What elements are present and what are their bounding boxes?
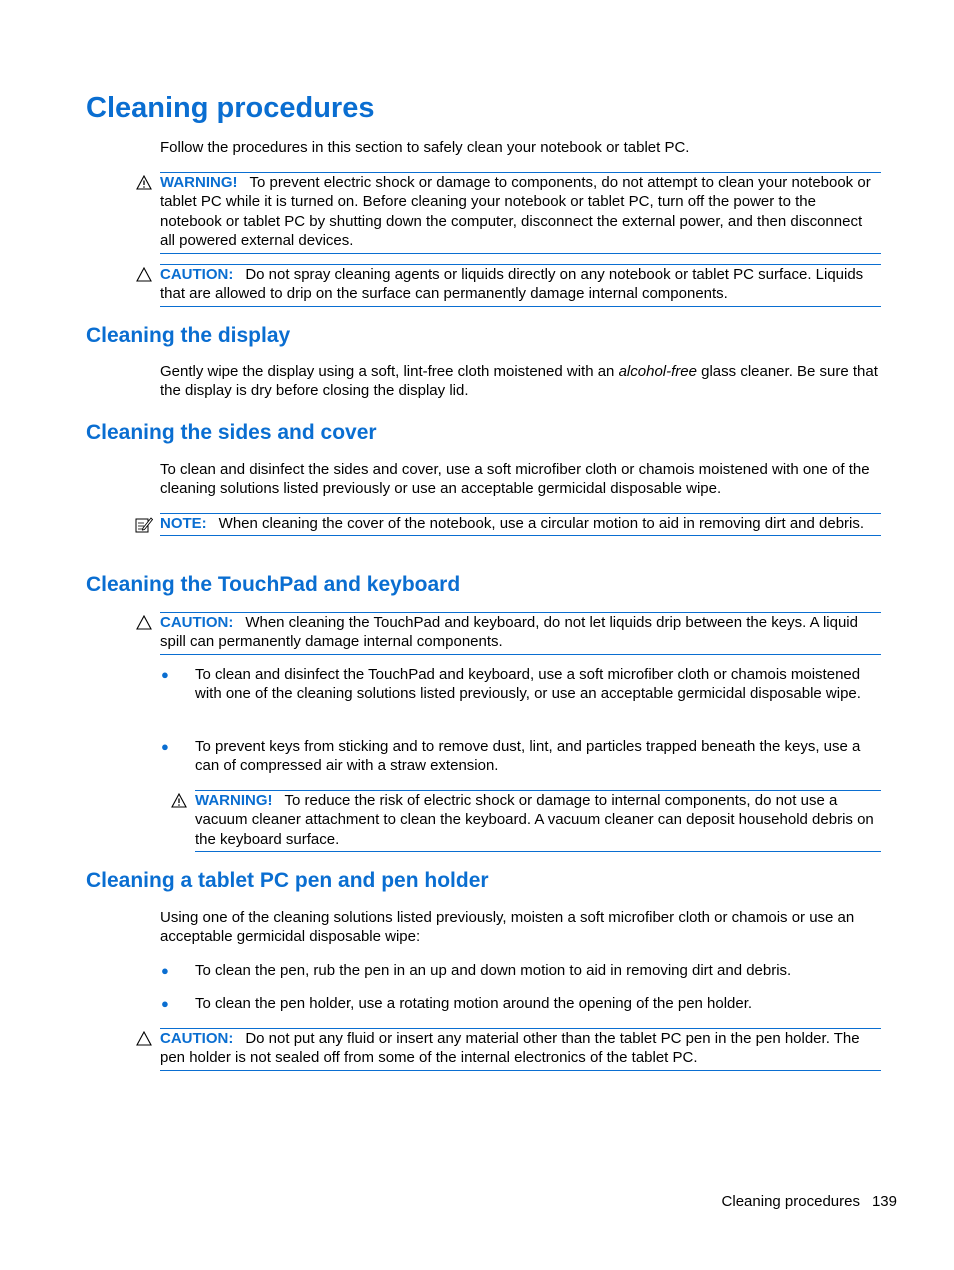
caution-text: When cleaning the TouchPad and keyboard, do not let liquids drip between the keys. A liquid spill can permanently damage internal components. — [160, 614, 858, 651]
display-paragraph — [160, 362, 885, 401]
section-heading-touchpad: Cleaning the TouchPad and keyboard — [86, 573, 461, 596]
pen-paragraph: Using one of the cleaning solutions listed previously, moisten a soft microfiber cloth or chamois or use an acceptable germicidal disposable wipe: — [160, 909, 855, 946]
section-heading-pen: Cleaning a tablet PC pen and pen holder — [86, 869, 489, 892]
caution-notice — [160, 612, 881, 655]
caution-text: Do not spray cleaning agents or liquids directly on any notebook or tablet PC surface. Liquids that are allowed to drip on the surface can permanently damage internal components. — [160, 266, 864, 303]
footer-section-title: Cleaning procedures — [721, 1193, 860, 1210]
warning-triangle-icon — [136, 175, 152, 190]
caution-notice — [160, 1028, 881, 1071]
caution-label: CAUTION: — [160, 266, 234, 283]
display-text-end: glass cleaner. Be sure that the display is dry before closing the display lid. — [160, 363, 878, 400]
note-notice — [160, 513, 881, 536]
note-label: NOTE: — [160, 515, 207, 532]
warning-text: To prevent electric shock or damage to components, do not attempt to clean your notebook or tablet PC while it is turned on. Before cleaning your notebook or tablet PC, turn off the power to the notebook or tablet PC by shutting down the computer, disconnect the external power, and then disconnect all powered external devices. — [160, 174, 871, 250]
list-item: To clean the pen holder, use a rotating motion around the opening of the pen holder. — [195, 995, 753, 1012]
warning-label: WARNING! — [160, 174, 238, 191]
warning-triangle-icon — [171, 793, 187, 808]
bullet-icon: ● — [161, 996, 169, 1011]
list-item: To prevent keys from sticking and to remove dust, lint, and particles trapped beneath the keys, use a can of compressed air with a straw extension. — [195, 738, 861, 775]
caution-triangle-icon — [136, 267, 152, 282]
warning-text: To reduce the risk of electric shock or damage to internal components, do not use a vacuum cleaner attachment to clean the keyboard. A vacuum cleaner can deposit household debris on the keyboard surface. — [195, 792, 874, 848]
caution-label: CAUTION: — [160, 614, 234, 631]
sides-paragraph: To clean and disinfect the sides and cover, use a soft microfiber cloth or chamois moistened with one of the cleaning solutions listed previously or use an acceptable germicidal disposable wipe. — [160, 461, 870, 498]
list-item: To clean and disinfect the TouchPad and keyboard, use a soft microfiber cloth or chamois moistened with one of the cleaning solutions listed previously, or use an acceptable germicidal disposable wipe. — [195, 666, 861, 703]
caution-notice — [160, 264, 881, 307]
page-number: 139 — [871, 1193, 897, 1210]
list-item: To clean the pen, rub the pen in an up and down motion to aid in removing dirt and debris. — [195, 962, 792, 979]
display-text-start: Gently wipe the display using a soft, lint-free cloth moistened with an — [160, 363, 619, 380]
caution-triangle-icon — [136, 615, 152, 630]
display-text-italic: alcohol-free — [618, 363, 697, 380]
intro-paragraph: Follow the procedures in this section to safely clean your notebook or tablet PC. — [160, 139, 690, 156]
page-footer — [722, 1192, 897, 1211]
warning-notice — [160, 172, 881, 254]
note-pencil-icon — [135, 516, 153, 533]
caution-text: Do not put any fluid or insert any material other than the tablet PC pen in the pen holder. The pen holder is not sealed off from some of the internal electronics of the tablet PC. — [160, 1030, 860, 1067]
warning-notice — [195, 790, 881, 852]
warning-label: WARNING! — [195, 792, 273, 809]
caution-label: CAUTION: — [160, 1030, 234, 1047]
bullet-icon: ● — [161, 667, 169, 682]
section-heading-display: Cleaning the display — [86, 324, 291, 347]
page-title: Cleaning procedures — [86, 92, 375, 124]
caution-triangle-icon — [136, 1031, 152, 1046]
section-heading-sides: Cleaning the sides and cover — [86, 421, 377, 444]
note-text: When cleaning the cover of the notebook, use a circular motion to aid in removing dirt and debris. — [218, 515, 865, 532]
bullet-icon: ● — [161, 963, 169, 978]
bullet-icon: ● — [161, 739, 169, 754]
